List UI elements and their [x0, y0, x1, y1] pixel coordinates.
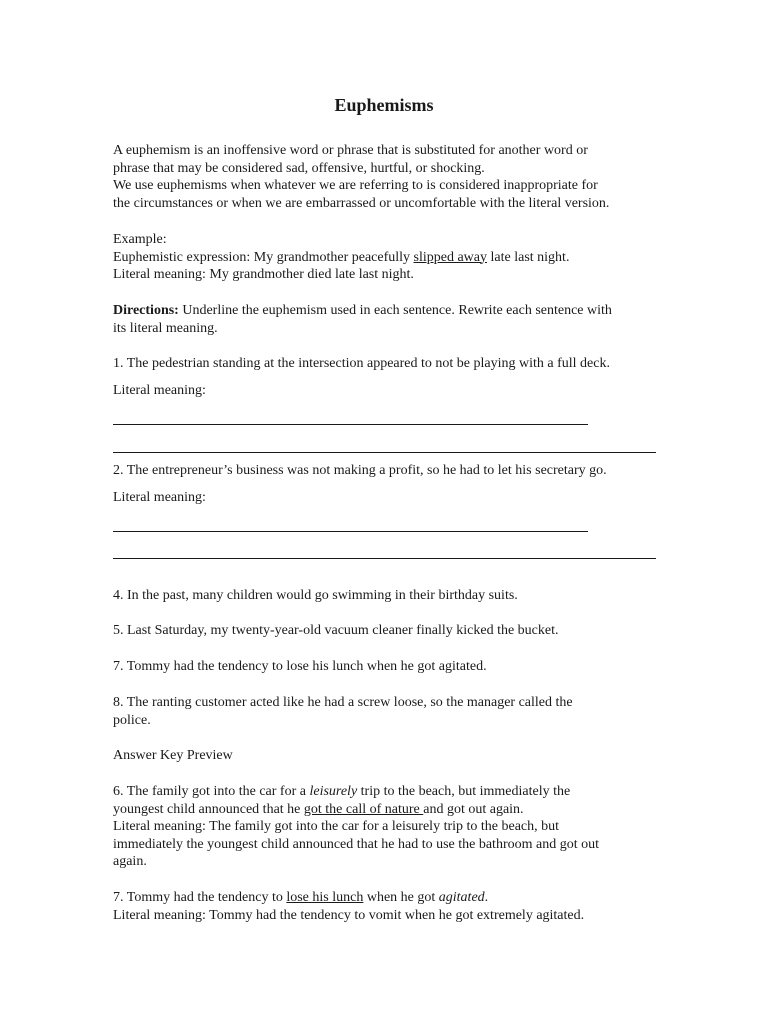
answer-text: when he got — [363, 890, 439, 905]
example-heading: Example: — [113, 232, 167, 247]
directions-line — [113, 302, 663, 320]
directions-label: Directions: — [113, 303, 179, 318]
answer-line-text — [113, 783, 663, 801]
intro-line: We use euphemisms when whatever we are referring to is considered inappropriate for — [113, 178, 598, 193]
example-expression — [113, 249, 663, 267]
question-7: 7. Tommy had the tendency to lose his lunch when he got agitated. — [113, 659, 487, 674]
answer-literal: Literal meaning: The family got into the car for a leisurely trip to the beach, but — [113, 819, 560, 834]
example-literal: Literal meaning: My grandmother died late last night. — [113, 267, 414, 282]
question-8 — [113, 694, 663, 729]
question-2 — [113, 462, 673, 480]
intro-line: phrase that may be considered sad, offensive, hurtful, or shocking. — [113, 160, 485, 176]
answer-line-text — [113, 889, 663, 907]
question-4: 4. In the past, many children would go swimming in their birthday suits. — [113, 588, 518, 603]
question-text: 8. The ranting customer acted like he had a screw loose, so the manager called the — [113, 695, 573, 710]
question-2-literal-label: Literal meaning: — [113, 490, 206, 505]
question-5: 5. Last Saturday, my twenty-year-old vacuum cleaner finally kicked the bucket. — [113, 623, 559, 638]
example-expression-prefix: Euphemistic expression: My grandmother peacefully — [113, 249, 414, 265]
answer-italic: agitated — [438, 890, 485, 905]
question-1 — [113, 355, 673, 373]
answer-line — [113, 558, 656, 559]
answer-literal: immediately the youngest child announced that he had to use the bathroom and got out — [113, 836, 599, 852]
answer-euphemism: got the call of nature — [303, 801, 424, 817]
answer-line — [113, 452, 656, 453]
question-text: 2. The entrepreneur’s business was not making a profit, so he had to let his secretary go. — [113, 463, 607, 478]
answer-text: trip to the beach, but immediately the — [357, 784, 571, 799]
intro-line: the circumstances or when we are embarrassed or uncomfortable with the literal version. — [113, 195, 610, 211]
answer-line-text — [113, 801, 663, 819]
answer-text: . — [484, 890, 489, 905]
example-expression-suffix: late last night. — [487, 249, 570, 265]
page-title: Euphemisms — [334, 95, 434, 115]
example-block — [113, 231, 663, 284]
intro-line: A euphemism is an inoffensive word or phrase that is substituted for another word or — [113, 143, 588, 158]
answer-text: 6. The family got into the car for a — [113, 784, 310, 799]
answer-key-heading: Answer Key Preview — [113, 748, 233, 763]
answer-7 — [113, 889, 663, 924]
directions-line: its literal meaning. — [113, 320, 218, 336]
answer-literal: Literal meaning: Tommy had the tendency to vomit when he got extremely agitated. — [113, 907, 585, 923]
answer-6 — [113, 783, 663, 871]
answer-text: 7. Tommy had the tendency to — [113, 890, 287, 905]
directions-text: Underline the euphemism used in each sentence. Rewrite each sentence with — [178, 303, 612, 318]
answer-euphemism: lose his lunch — [286, 890, 364, 905]
answer-text: and got out again. — [423, 801, 524, 817]
answer-literal: again. — [113, 854, 147, 869]
example-euphemism: slipped away — [413, 249, 488, 265]
answer-italic: leisurely — [309, 784, 358, 799]
question-1-literal-label: Literal meaning: — [113, 383, 206, 398]
answer-text: youngest child announced that he — [113, 801, 304, 817]
intro-paragraph — [113, 142, 663, 212]
answer-line — [113, 531, 588, 532]
directions-block — [113, 302, 663, 337]
answer-line — [113, 424, 588, 425]
question-text: 1. The pedestrian standing at the intersection appeared to not be playing with a full deck. — [113, 356, 610, 371]
question-text: police. — [113, 712, 151, 728]
